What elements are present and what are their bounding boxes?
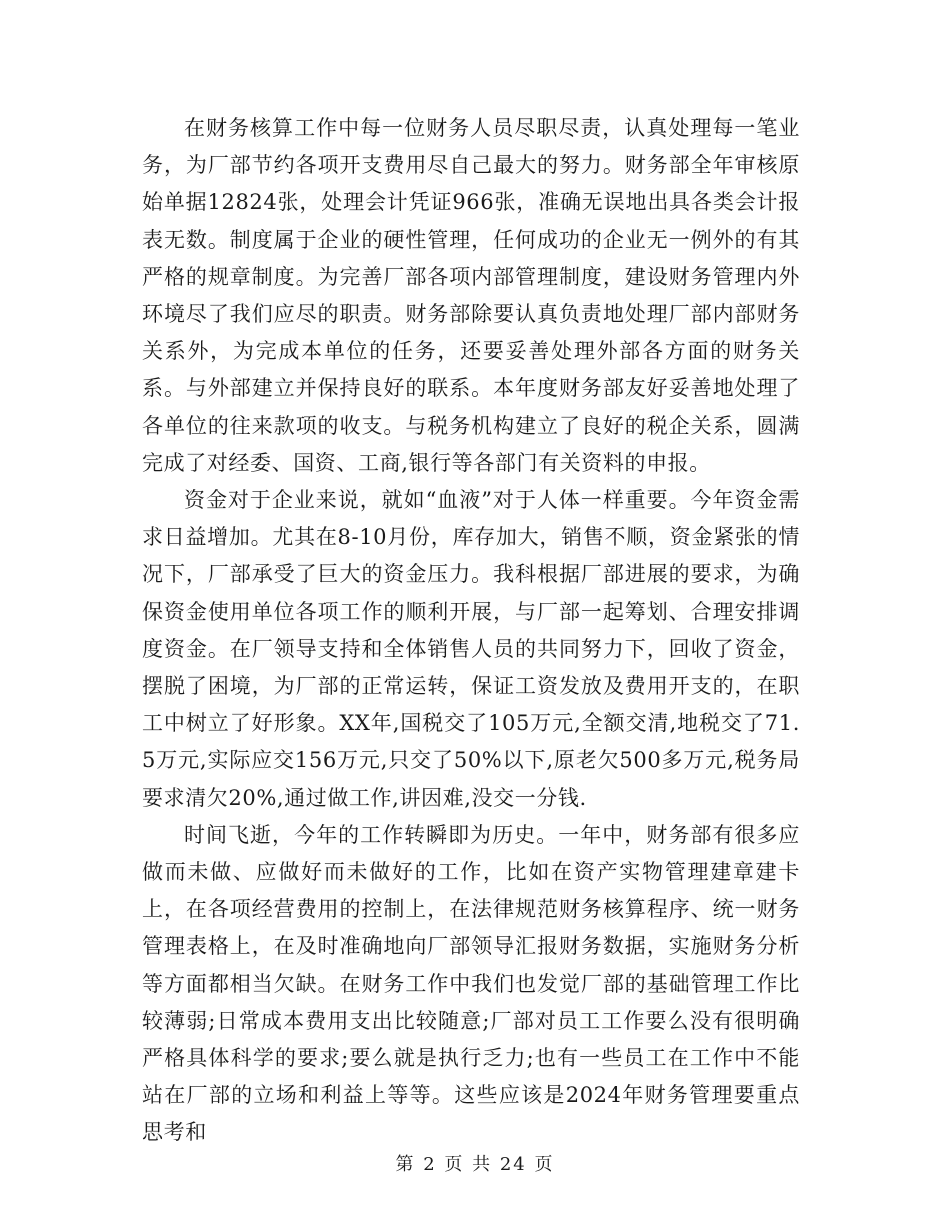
document-body — [142, 110, 800, 1152]
paragraph-financial-accounting: 在财务核算工作中每一位财务人员尽职尽责，认真处理每一笔业务，为厂部节约各项开支费用尽自己最大的努力。财务部全年审核原始单据12824张，处理会计凭证966张，准确无误地出具各类会计报表无数。制度属于企业的硬性管理，任何成功的企业无一例外的有其严格的规章制度。为完善厂部各项内部管理制度，建设财务管理内外环境尽了我们应尽的职责。财务部除要认真负责地处理厂部内部财务关系外，为完成本单位的任务，还要妥善处理外部各方面的财务关系。与外部建立并保持良好的联系。本年度财务部友好妥善地处理了各单位的往来款项的收支。与税务机构建立了良好的税企关系，圆满完成了对经委、国资、工商,银行等各部门有关资料的申报。 — [142, 116, 800, 475]
paragraph-shortcomings: 时间飞逝，今年的工作转瞬即为历史。一年中，财务部有很多应做而未做、应做好而未做好的工作，比如在资产实物管理建章建卡上，在各项经营费用的控制上，在法律规范财务核算程序、统一财务管理表格上，在及时准确地向厂部领导汇报财务数据，实施财务分析等方面都相当欠缺。在财务工作中我们也发觉厂部的基础管理工作比较薄弱;日常成本费用支出比较随意;厂部对员工工作要么没有很明确严格具体科学的要求;要么就是执行乏力;也有一些员工在工作中不能站在厂部的立场和利益上等等。这些应该是2024年财务管理要重点思考和 — [142, 822, 800, 1145]
paragraph-fund-management: 资金对于企业来说，就如“血液”对于人体一样重要。今年资金需求日益增加。尤其在8-10月份，库存加大，销售不顺，资金紧张的情况下，厂部承受了巨大的资金压力。我科根据厂部进展的要求，为确保资金使用单位各项工作的顺利开展，与厂部一起筹划、合理安排调度资金。在厂领导支持和全体销售人员的共同努力下，回收了资金，摆脱了困境，为厂部的正常运转，保证工资发放及费用开支的，在职工中树立了好形象。XX年,国税交了105万元,全额交清,地税交了71.5万元,实际应交156万元,只交了50%以下,原老欠500多万元,税务局要求清欠20%,通过做工作,讲因难,没交一分钱. — [142, 488, 800, 810]
page-number-footer: 第 2 页 共 24 页 — [395, 1154, 555, 1175]
